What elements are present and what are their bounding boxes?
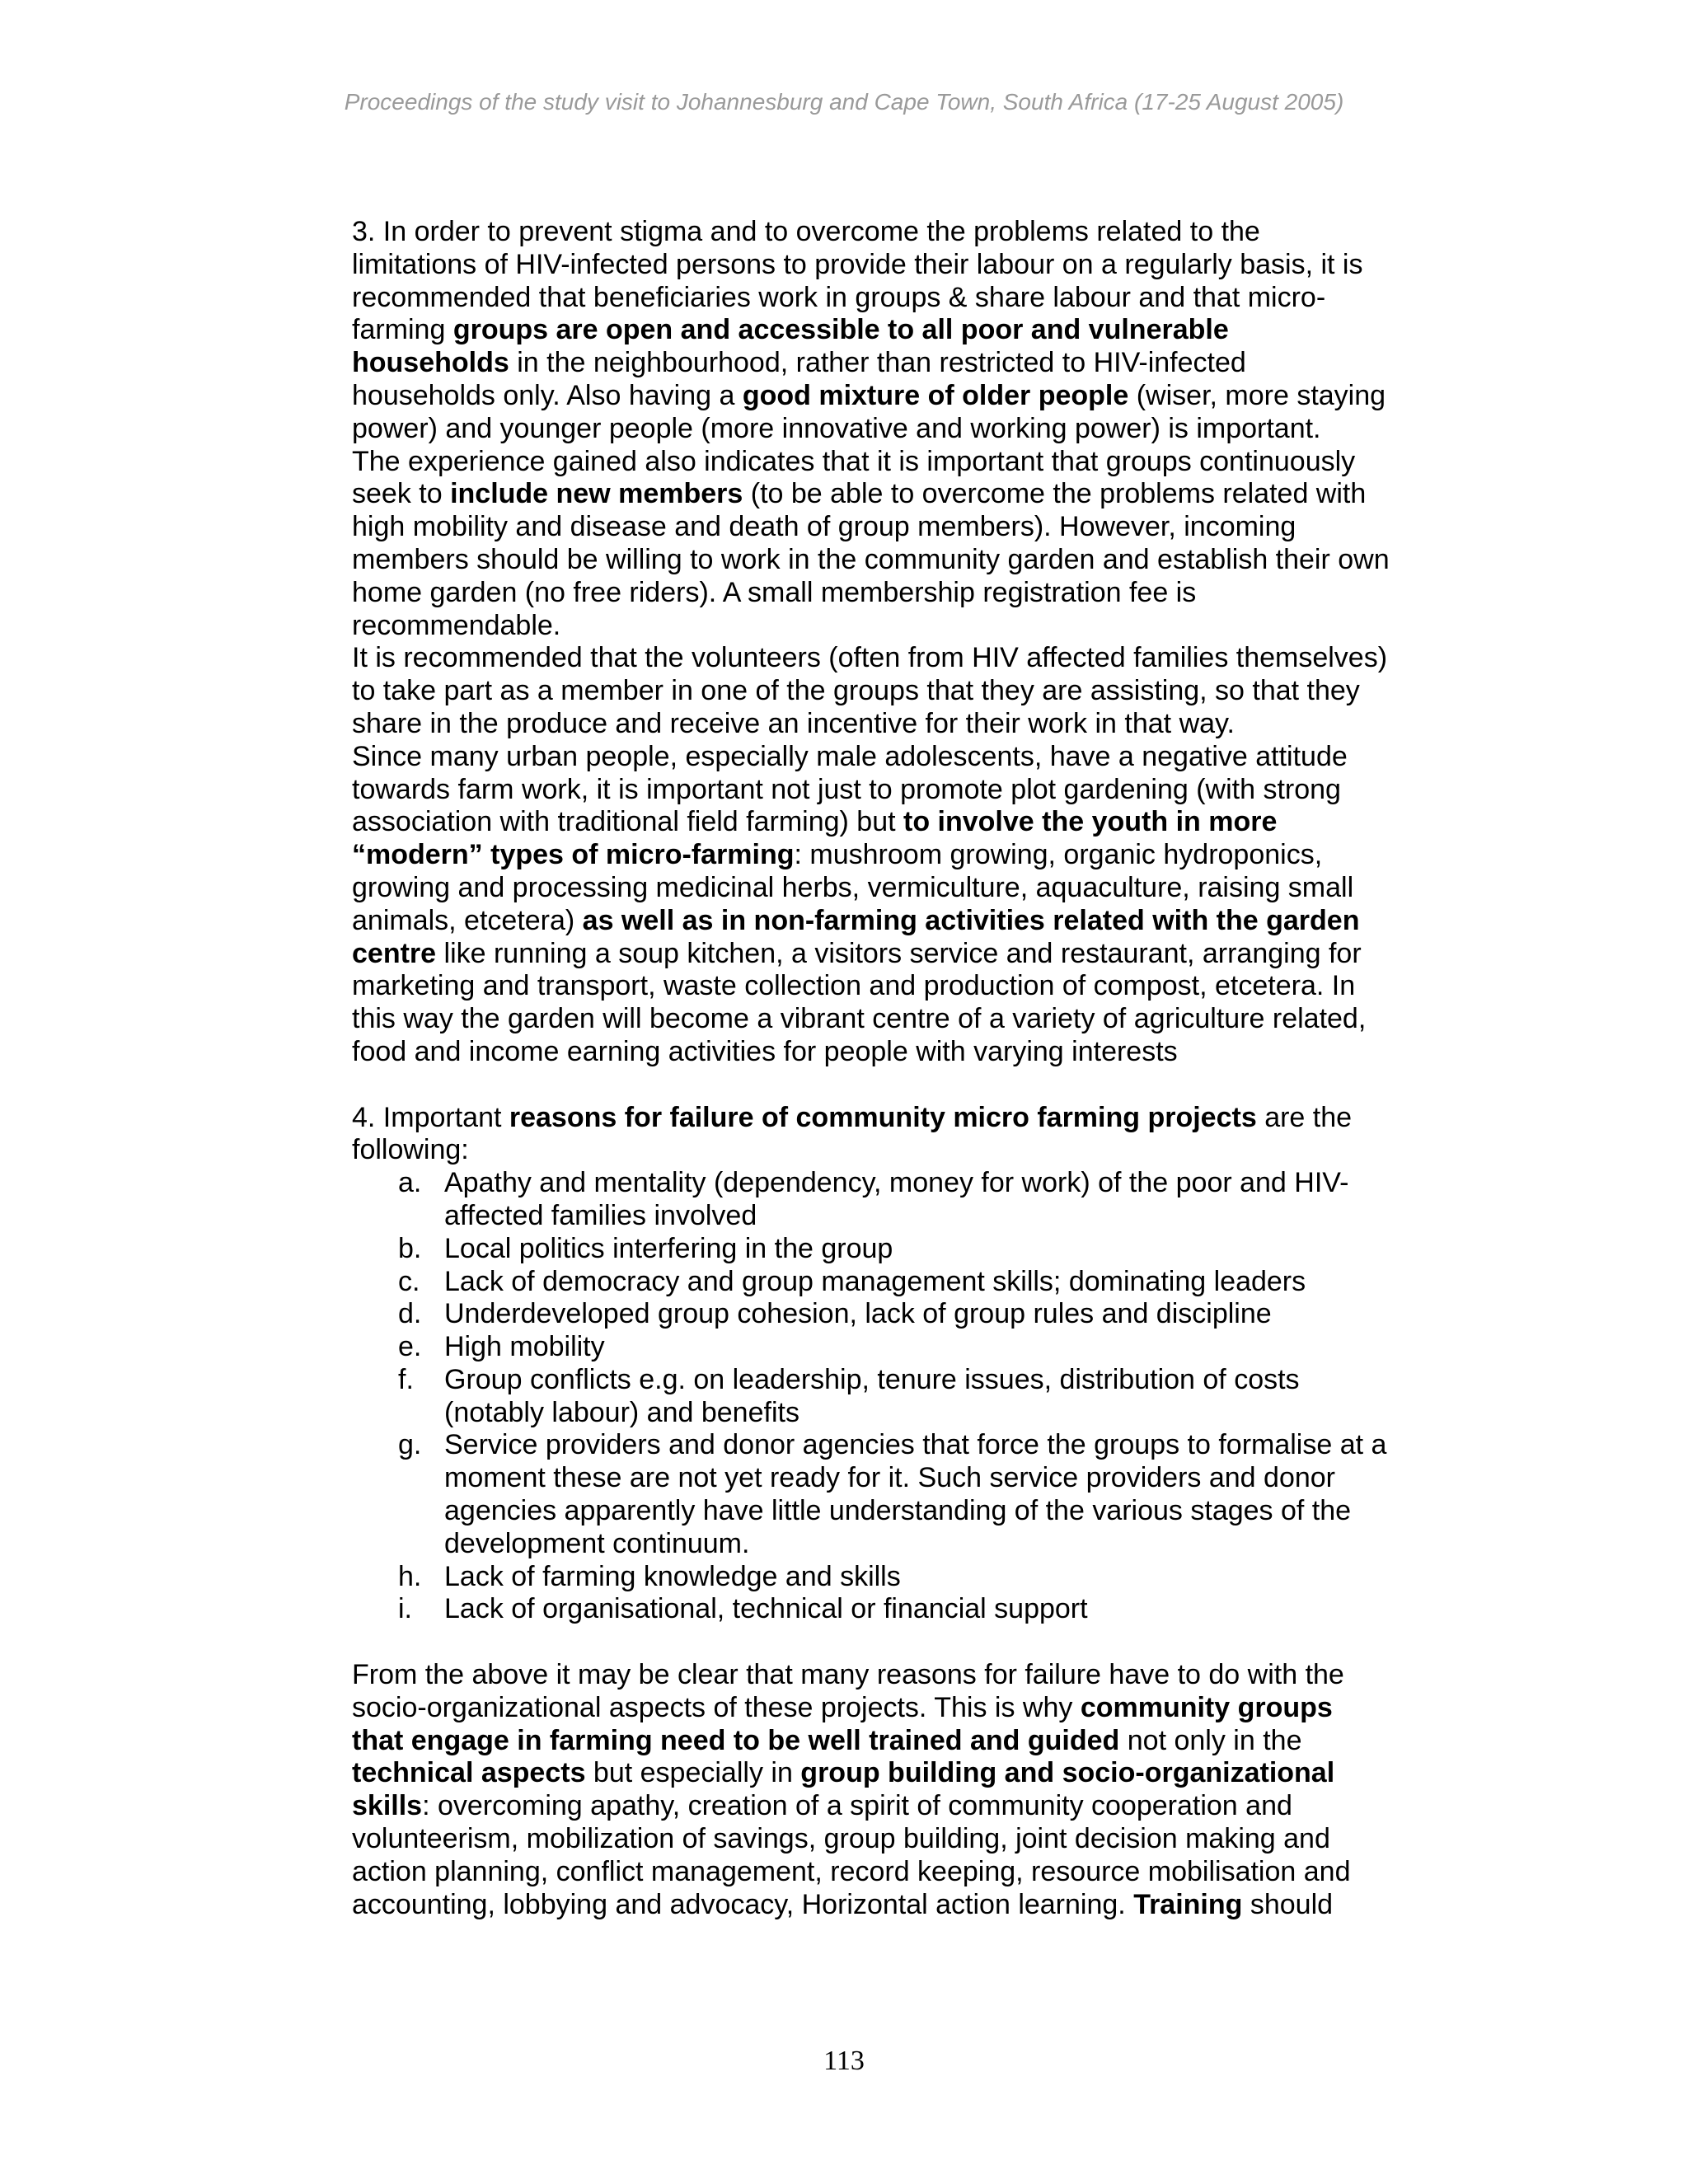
paragraph-4 [352,1102,1390,1168]
list-item-text: Lack of democracy and group management skills; dominating leaders [444,1265,1306,1297]
bold-emphasis: group building and socio-organizational skills [352,1757,1335,1822]
paragraph-text: 4. Important [352,1101,509,1133]
list-marker: a. [398,1167,422,1199]
paragraph-text: not only in the [1119,1724,1302,1756]
paragraph-text: : overcoming apathy, creation of a spirit of community cooperation and volunteerism, mobilization of savings, group building, joint decision making and action planning, conflict management, record keeping, resource mobilisation and accounting, lobbying and advocacy, Horizontal action learning. [352,1790,1351,1920]
list-item-text: Underdeveloped group cohesion, lack of group rules and discipline [444,1298,1272,1330]
bold-emphasis: Training [1133,1888,1243,1920]
paragraph-youth [352,741,1390,1069]
bold-emphasis: good mixture of older people [742,379,1129,411]
list-marker: d. [398,1298,422,1330]
page-number: 113 [823,2046,865,2076]
bold-emphasis: reasons for failure of community micro farming projects [509,1101,1257,1133]
list-item [398,1593,1390,1626]
list-marker: e. [398,1331,422,1363]
list-marker: g. [398,1429,422,1461]
paragraph-text: (wiser, more staying power) and younger people (more innovative and working power) is important. [352,379,1386,444]
paragraph-text: (to be able to overcome the problems related with high mobility and disease and death of group members). However, incoming members should be willing to work in the community garden and establish their own home garden (no free riders). A small membership registration fee is recommendable. [352,478,1390,641]
list-marker: f. [398,1363,414,1395]
document-body [352,216,1390,1921]
bold-emphasis: groups are open and accessible to all poor and vulnerable households [352,314,1229,379]
paragraph-text: in the neighbourhood, rather than restricted to HIV-infected households only. Also having a [352,347,1246,411]
paragraph-text: should [1242,1888,1334,1920]
list-item [398,1331,1390,1364]
list-item [398,1265,1390,1299]
list-item [398,1429,1390,1560]
list-item [398,1167,1390,1233]
list-marker: i. [398,1593,412,1625]
bold-emphasis: include new members [450,478,743,510]
paragraph-3 [352,216,1390,446]
list-marker: b. [398,1232,422,1264]
bold-emphasis: community groups that engage in farming need to be well trained and guided [352,1691,1333,1756]
running-header: Proceedings of the study visit to Johannesburg and Cape Town, South Africa (17-25 August 2005) [344,89,1344,115]
list-item-text: High mobility [444,1331,605,1363]
list-item-text: Service providers and donor agencies that force the groups to formalise at a moment these are not yet ready for it. Such service providers and donor agencies apparently have little understanding of the various stages of the development continuum. [444,1429,1387,1559]
paragraph-experience [352,446,1390,643]
list-item [398,1298,1390,1331]
list-marker: h. [398,1560,422,1592]
paragraph-conclusion [352,1659,1390,1921]
bold-emphasis: as well as in non-farming activities related with the garden centre [352,904,1360,969]
bold-emphasis: technical aspects [352,1757,586,1789]
bold-emphasis: to involve the youth in more “modern” types of micro-farming [352,806,1278,871]
paragraph-text: but especially in [585,1757,801,1789]
list-item-text: Group conflicts e.g. on leadership, tenure issues, distribution of costs (notably labour) and benefits [444,1363,1300,1428]
paragraph-text: are the following: [352,1101,1353,1166]
paragraph-text: From the above it may be clear that many reasons for failure have to do with the socio-organizational aspects of these projects. This is why [352,1659,1344,1723]
list-item [398,1560,1390,1594]
paragraph-text: : mushroom growing, organic hydroponics, growing and processing medicinal herbs, vermiculture, aquaculture, raising small animals, etcetera) [352,839,1354,936]
list-item [398,1232,1390,1266]
failure-reasons-list [352,1167,1390,1626]
list-item-text: Lack of farming knowledge and skills [444,1560,901,1592]
paragraph-text: The experience gained also indicates that it is important that groups continuously seek to [352,445,1356,510]
list-item [398,1363,1390,1430]
paragraph-text: like running a soup kitchen, a visitors service and restaurant, arranging for marketing and transport, waste collection and production of compost, etcetera. In this way the garden will become a vibrant centre of a variety of agriculture related, food and income earning activities for people with varying interests [352,937,1367,1067]
paragraph-volunteers: It is recommended that the volunteers (often from HIV affected families themselves) to take part as a member in one of the groups that they are assisting, so that they share in the produce and receive an incentive for their work in that way. [352,642,1388,739]
list-item-text: Local politics interfering in the group [444,1232,893,1264]
list-item-text: Apathy and mentality (dependency, money for work) of the poor and HIV-affected families involved [444,1167,1349,1231]
list-marker: c. [398,1265,420,1297]
paragraph-text: Since many urban people, especially male adolescents, have a negative attitude towards farm work, it is important not just to promote plot gardening (with strong association with traditional field farming) but [352,740,1348,838]
paragraph-text: 3. In order to prevent stigma and to overcome the problems related to the limitations of HIV-infected persons to provide their labour on a regularly basis, it is recommended that beneficiaries work in groups & share labour and that micro-farming [352,216,1363,346]
list-item-text: Lack of organisational, technical or financial support [444,1593,1088,1625]
